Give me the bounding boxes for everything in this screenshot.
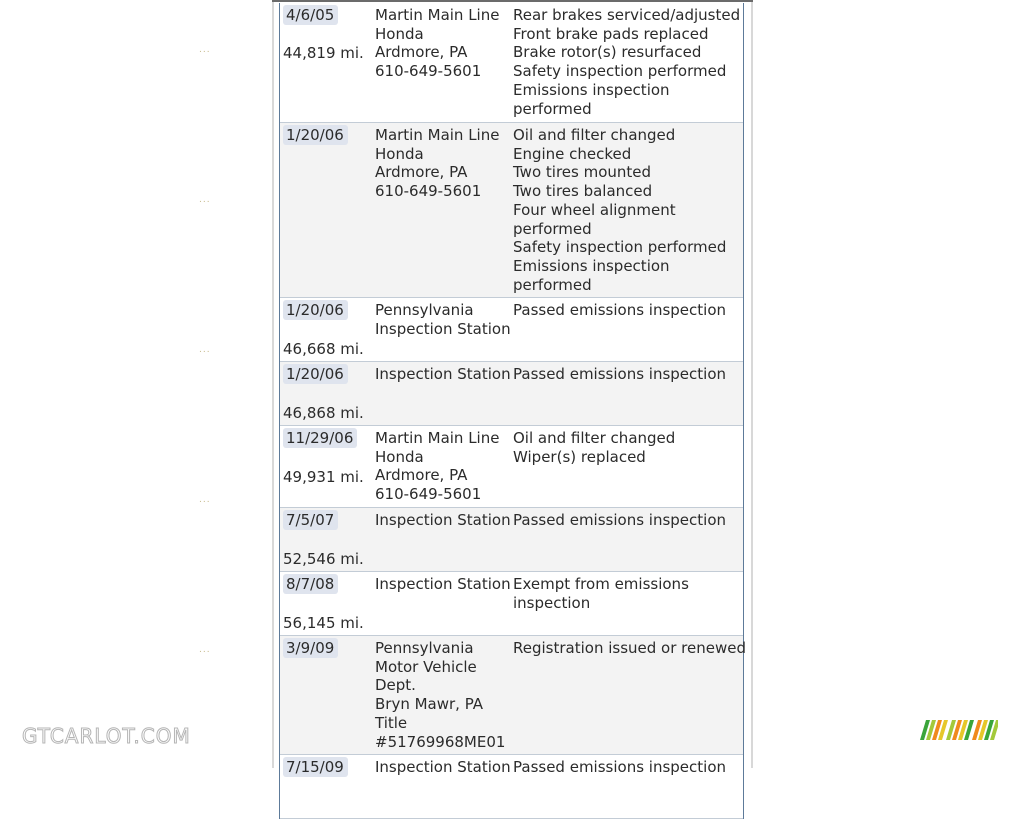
source-line: Pennsylvania	[375, 301, 474, 319]
comment-line: performed	[513, 275, 592, 294]
comment-line: Two tires mounted	[513, 163, 652, 182]
record-mileage: 56,145 mi.	[283, 614, 364, 632]
record-source	[375, 429, 511, 504]
record-comments	[513, 639, 746, 658]
record-mileage: 46,868 mi.	[283, 404, 364, 422]
gtcarlot-logo: GTCARLOT.COM	[22, 724, 191, 748]
comment-line: Passed emissions inspection	[513, 758, 727, 776]
source-line: Inspection Station	[375, 365, 511, 383]
vehicle-history-table	[279, 3, 744, 819]
record-source	[375, 639, 511, 751]
source-line: Pennsylvania	[375, 639, 474, 657]
source-line: Ardmore, PA	[375, 163, 468, 182]
source-line: Honda	[375, 24, 424, 43]
source-line: Motor Vehicle	[375, 657, 477, 676]
comment-line: Wiper(s) replaced	[513, 447, 646, 466]
record-date: 7/15/09	[283, 757, 348, 777]
record-date: 11/29/06	[283, 428, 357, 448]
source-line: #51769968ME01	[375, 732, 506, 751]
history-record	[280, 298, 743, 362]
history-record	[280, 362, 743, 426]
record-source	[375, 6, 511, 81]
row-marker: ...	[199, 195, 211, 205]
record-date: 7/5/07	[283, 510, 338, 530]
comment-line: Passed emissions inspection	[513, 301, 727, 319]
row-marker: ...	[199, 495, 211, 505]
history-record	[280, 426, 743, 508]
source-line: 610-649-5601	[375, 485, 482, 504]
comment-line: Rear brakes serviced/adjusted	[513, 6, 741, 24]
source-line: Martin Main Line	[375, 126, 500, 144]
comment-line: performed	[513, 99, 592, 118]
gtcarlot-stripes-logo	[920, 720, 998, 742]
source-line: Honda	[375, 447, 424, 466]
record-source	[375, 301, 511, 338]
record-source	[375, 126, 511, 201]
record-mileage: 44,819 mi.	[283, 44, 364, 62]
source-line: Martin Main Line	[375, 6, 500, 24]
comment-line: Passed emissions inspection	[513, 511, 727, 529]
comment-line: Oil and filter changed	[513, 126, 676, 144]
record-comments	[513, 758, 741, 777]
source-line: Inspection Station	[375, 575, 511, 593]
record-comments	[513, 575, 741, 612]
record-date: 4/6/05	[283, 5, 338, 25]
comment-line: Registration issued or renewed	[513, 639, 746, 657]
history-record	[280, 508, 743, 572]
comment-line: Engine checked	[513, 144, 632, 163]
source-line: 610-649-5601	[375, 62, 482, 81]
table-top-rule	[272, 0, 753, 2]
record-date: 8/7/08	[283, 574, 338, 594]
record-comments	[513, 365, 741, 384]
history-record	[280, 755, 743, 819]
record-date: 1/20/06	[283, 125, 348, 145]
source-line: Inspection Station	[375, 758, 511, 776]
row-marker: ...	[199, 345, 211, 355]
source-line: Honda	[375, 144, 424, 163]
source-line: Title	[375, 713, 408, 732]
source-line: 610-649-5601	[375, 182, 482, 201]
source-line: Ardmore, PA	[375, 466, 468, 485]
record-comments	[513, 511, 741, 530]
history-record	[280, 123, 743, 298]
comment-line: Emissions inspection	[513, 256, 670, 275]
history-record	[280, 636, 746, 755]
comment-line: inspection	[513, 593, 591, 612]
comment-line: Safety inspection performed	[513, 238, 727, 257]
comment-line: Front brake pads replaced	[513, 24, 709, 43]
comment-line: Passed emissions inspection	[513, 365, 727, 383]
comment-line: performed	[513, 219, 592, 238]
record-source	[375, 365, 511, 384]
comment-line: Safety inspection performed	[513, 62, 727, 81]
comment-line: Oil and filter changed	[513, 429, 676, 447]
record-comments	[513, 126, 741, 294]
record-mileage: 52,546 mi.	[283, 550, 364, 568]
record-date: 1/20/06	[283, 300, 348, 320]
page-edge-left	[272, 0, 274, 768]
record-mileage: 46,668 mi.	[283, 340, 364, 358]
comment-line: Four wheel alignment	[513, 200, 676, 219]
source-line: Dept.	[375, 676, 416, 695]
record-date: 3/9/09	[283, 638, 338, 658]
source-line: Martin Main Line	[375, 429, 500, 447]
source-line: Bryn Mawr, PA	[375, 695, 484, 714]
source-line: Inspection Station	[375, 319, 511, 338]
source-line: Inspection Station	[375, 511, 511, 529]
record-source	[375, 511, 511, 530]
source-line: Ardmore, PA	[375, 43, 468, 62]
record-source	[375, 758, 511, 777]
comment-line: Emissions inspection	[513, 80, 670, 99]
history-record	[280, 3, 743, 123]
page-edge-right	[751, 0, 753, 768]
record-source	[375, 575, 511, 594]
record-comments	[513, 429, 741, 466]
row-marker: ...	[199, 45, 211, 55]
row-marker: ...	[199, 645, 211, 655]
comment-line: Exempt from emissions	[513, 575, 689, 593]
history-record	[280, 572, 743, 636]
record-comments	[513, 301, 741, 320]
comment-line: Brake rotor(s) resurfaced	[513, 43, 702, 62]
record-mileage: 49,931 mi.	[283, 468, 364, 486]
record-comments	[513, 6, 741, 118]
comment-line: Two tires balanced	[513, 182, 653, 201]
record-date: 1/20/06	[283, 364, 348, 384]
